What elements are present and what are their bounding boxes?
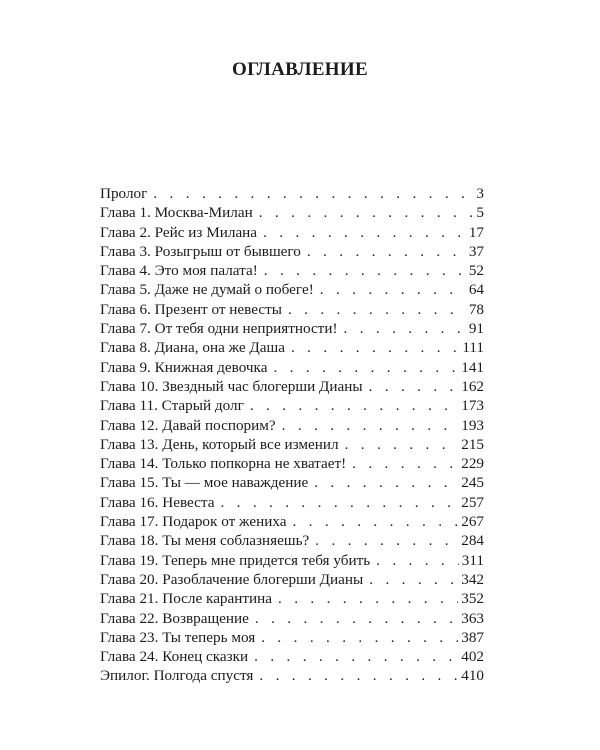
toc-entry-page-number: 141 [461, 358, 484, 376]
toc-entry-label: Глава 17. Подарок от жениха [100, 513, 287, 531]
dot-leader [278, 589, 458, 608]
dot-leader [153, 184, 473, 203]
toc-entry-page-number: 111 [462, 339, 484, 357]
toc-entry-page-number: 17 [468, 223, 484, 241]
toc-entry [100, 628, 484, 647]
toc-entry-page-number: 267 [461, 513, 484, 531]
toc-entry-page-number: 402 [461, 648, 484, 666]
toc-entry-label: Глава 4. Это моя палата! [100, 262, 258, 280]
toc-entry-label: Глава 15. Ты — мое наваждение [100, 474, 309, 492]
toc-entry [100, 377, 484, 396]
toc-entry [100, 473, 484, 492]
toc-entry [100, 396, 484, 415]
toc-entry-label: Глава 19. Теперь мне придется тебя убить [100, 551, 371, 569]
toc-entry-page-number: 78 [468, 300, 484, 318]
toc-entry-page-number: 91 [468, 320, 484, 338]
dot-leader [376, 551, 459, 570]
toc-entry-label: Глава 3. Розыгрыш от бывшего [100, 242, 301, 260]
toc-entry-label: Глава 9. Книжная девочка [100, 358, 268, 376]
dot-leader [250, 396, 458, 415]
toc-entry-label: Глава 18. Ты меня соблазняешь? [100, 532, 310, 550]
toc-entry-page-number: 215 [461, 435, 484, 453]
toc-entry-page-number: 387 [461, 628, 484, 646]
toc-entry [100, 280, 484, 299]
toc-entry-label: Глава 8. Диана, она же Даша [100, 339, 285, 357]
toc-entry [100, 647, 484, 666]
toc-entry [100, 589, 484, 608]
toc-entry-label: Глава 20. Разоблачение блогерши Дианы [100, 570, 364, 588]
toc-entry-label: Глава 24. Конец сказки [100, 648, 249, 666]
toc-entry [100, 242, 484, 261]
dot-leader [369, 377, 459, 396]
toc-entry-label: Глава 21. После карантина [100, 590, 273, 608]
toc-entry-page-number: 284 [461, 532, 484, 550]
toc-entry-page-number: 352 [461, 590, 484, 608]
dot-leader [259, 203, 473, 222]
toc-entry-page-number: 363 [461, 609, 484, 627]
toc-entry-label: Глава 22. Возвращение [100, 609, 249, 627]
dot-leader [344, 319, 466, 338]
toc-entry-page-number: 410 [461, 667, 484, 685]
toc-entry [100, 358, 484, 377]
dot-leader [369, 570, 458, 589]
toc-entry-label: Глава 6. Презент от невесты [100, 300, 282, 318]
toc-entry-page-number: 64 [468, 281, 484, 299]
page-title: ОГЛАВЛЕНИЕ [232, 58, 368, 80]
toc-entry-page-number: 311 [461, 551, 484, 569]
toc-entry-label: Пролог [100, 185, 148, 202]
toc-entry-label: Глава 5. Даже не думай о побеге! [100, 281, 314, 299]
toc-entry [100, 203, 484, 222]
toc-entry-page-number: 245 [461, 474, 484, 492]
dot-leader [314, 473, 458, 492]
toc-entry-page-number: 173 [461, 397, 484, 415]
dot-leader [320, 280, 466, 299]
dot-leader [288, 300, 466, 319]
toc-entry-label: Глава 10. Звездный час блогерши Дианы [100, 377, 363, 395]
dot-leader [263, 223, 466, 242]
dot-leader [315, 531, 458, 550]
toc-entry [100, 338, 484, 357]
dot-leader [259, 666, 458, 685]
dot-leader [255, 609, 458, 628]
dot-leader [264, 261, 466, 280]
table-of-contents [100, 184, 484, 686]
toc-entry-page-number: 37 [468, 242, 484, 260]
dot-leader [292, 512, 458, 531]
toc-entry [100, 493, 484, 512]
toc-entry-label: Глава 1. Москва-Милан [100, 204, 253, 222]
toc-entry [100, 551, 484, 570]
toc-entry [100, 454, 484, 473]
toc-entry-page-number: 342 [461, 570, 484, 588]
toc-entry-page-number: 3 [476, 185, 484, 202]
toc-entry [100, 435, 484, 454]
toc-entry [100, 184, 484, 203]
toc-entry-label: Глава 2. Рейс из Милана [100, 223, 258, 241]
toc-entry-label: Глава 16. Невеста [100, 493, 215, 511]
toc-entry-page-number: 229 [461, 455, 484, 473]
toc-entry-page-number: 52 [468, 262, 484, 280]
toc-entry [100, 223, 484, 242]
toc-entry [100, 609, 484, 628]
toc-entry-label: Эпилог. Полгода спустя [100, 667, 254, 685]
toc-entry [100, 300, 484, 319]
toc-entry [100, 319, 484, 338]
toc-entry [100, 531, 484, 550]
toc-entry-page-number: 193 [461, 416, 484, 434]
dot-leader [307, 242, 466, 261]
dot-leader [345, 435, 459, 454]
toc-entry-page-number: 162 [461, 377, 484, 395]
toc-entry-page-number: 257 [461, 493, 484, 511]
dot-leader [261, 628, 458, 647]
dot-leader [291, 338, 459, 357]
toc-entry-label: Глава 23. Ты теперь моя [100, 628, 256, 646]
toc-entry-label: Глава 11. Старый долг [100, 397, 244, 415]
toc-entry [100, 512, 484, 531]
toc-entry-label: Глава 12. Давай поспорим? [100, 416, 276, 434]
dot-leader [220, 493, 458, 512]
dot-leader [282, 416, 459, 435]
toc-entry-label: Глава 13. День, который все изменил [100, 435, 339, 453]
toc-entry [100, 666, 484, 685]
toc-entry-label: Глава 7. От тебя одни неприятности! [100, 320, 338, 338]
dot-leader [352, 454, 458, 473]
toc-entry [100, 261, 484, 280]
toc-entry-page-number: 5 [476, 204, 484, 222]
toc-entry-label: Глава 14. Только попкорна не хватает! [100, 455, 347, 473]
toc-entry [100, 570, 484, 589]
dot-leader [254, 647, 458, 666]
toc-entry [100, 416, 484, 435]
dot-leader [273, 358, 458, 377]
